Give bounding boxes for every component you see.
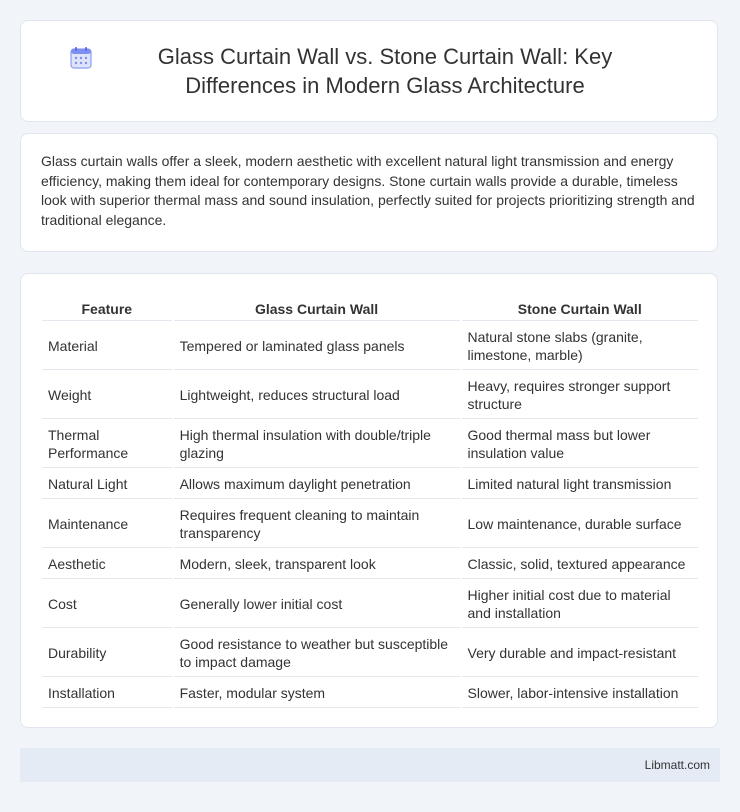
- table-row: [42, 372, 698, 419]
- table-row: [42, 630, 698, 677]
- title-wrap: [69, 42, 669, 100]
- stone-cell: Classic, solid, textured appearance: [462, 550, 699, 579]
- glass-cell: Allows maximum daylight penetration: [174, 470, 460, 499]
- header-stone: Stone Curtain Wall: [462, 296, 699, 321]
- glass-cell: Requires frequent cleaning to maintain transparency: [174, 501, 460, 548]
- glass-cell: Generally lower initial cost: [174, 581, 460, 628]
- glass-cell: Modern, sleek, transparent look: [174, 550, 460, 579]
- glass-cell: Faster, modular system: [174, 679, 460, 708]
- feature-cell: Weight: [42, 372, 172, 419]
- table-row: [42, 421, 698, 468]
- comparison-table: [40, 294, 700, 710]
- glass-cell: High thermal insulation with double/triple glazing: [174, 421, 460, 468]
- table-header-row: [42, 296, 698, 321]
- feature-cell: Durability: [42, 630, 172, 677]
- title-card: [20, 20, 718, 122]
- stone-cell: Good thermal mass but lower insulation value: [462, 421, 699, 468]
- table-row: [42, 323, 698, 370]
- stone-cell: Heavy, requires stronger support structure: [462, 372, 699, 419]
- table-row: [42, 550, 698, 579]
- comparison-card: [20, 273, 718, 728]
- feature-cell: Installation: [42, 679, 172, 708]
- intro-card: [20, 133, 718, 252]
- table-row: [42, 581, 698, 628]
- feature-cell: Cost: [42, 581, 172, 628]
- stone-cell: Natural stone slabs (granite, limestone, marble): [462, 323, 699, 370]
- intro-paragraph: Glass curtain walls offer a sleek, modern aesthetic with excellent natural light transmission and energy efficiency, making them ideal for contemporary designs. Stone curtain walls provide a durable, timeless look with superior thermal mass and sound insulation, perfectly suited for projects prioritizing strength and traditional elegance.: [41, 153, 695, 228]
- stone-cell: Slower, labor-intensive installation: [462, 679, 699, 708]
- feature-cell: Aesthetic: [42, 550, 172, 579]
- feature-cell: Maintenance: [42, 501, 172, 548]
- stone-cell: Very durable and impact-resistant: [462, 630, 699, 677]
- page-title: Glass Curtain Wall vs. Stone Curtain Wall: Key Differences in Modern Glass Architecture: [157, 44, 613, 98]
- calendar-icon: [69, 46, 93, 70]
- feature-cell: Material: [42, 323, 172, 370]
- table-row: [42, 501, 698, 548]
- glass-cell: Tempered or laminated glass panels: [174, 323, 460, 370]
- footer-brand-link[interactable]: Libmatt.com: [644, 758, 710, 772]
- footer: [20, 748, 720, 782]
- header-glass: Glass Curtain Wall: [174, 296, 460, 321]
- table-row: [42, 679, 698, 708]
- table-row: [42, 470, 698, 499]
- header-feature: Feature: [42, 296, 172, 321]
- glass-cell: Lightweight, reduces structural load: [174, 372, 460, 419]
- feature-cell: Thermal Performance: [42, 421, 172, 468]
- stone-cell: Limited natural light transmission: [462, 470, 699, 499]
- feature-cell: Natural Light: [42, 470, 172, 499]
- stone-cell: Higher initial cost due to material and installation: [462, 581, 699, 628]
- glass-cell: Good resistance to weather but susceptible to impact damage: [174, 630, 460, 677]
- stone-cell: Low maintenance, durable surface: [462, 501, 699, 548]
